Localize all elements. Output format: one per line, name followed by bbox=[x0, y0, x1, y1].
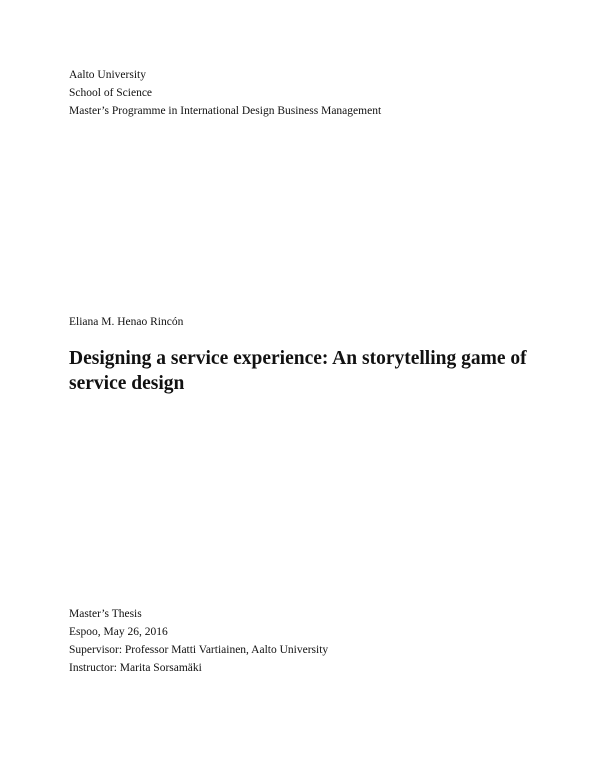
thesis-meta-block bbox=[69, 605, 328, 677]
thesis-title: Designing a service experience: An storytelling game of service design bbox=[69, 348, 527, 394]
supervisor-line: Supervisor: Professor Matti Vartiainen, Aalto University bbox=[69, 644, 329, 656]
author-name: Eliana M. Henao Rincón bbox=[69, 316, 184, 328]
university-name: Aalto University bbox=[69, 69, 146, 81]
instructor-line: Instructor: Marita Sorsamäki bbox=[69, 662, 202, 674]
institution-block bbox=[69, 66, 381, 120]
programme-name: Master’s Programme in International Design Business Management bbox=[69, 105, 382, 117]
school-name: School of Science bbox=[69, 87, 153, 99]
thesis-type: Master’s Thesis bbox=[69, 608, 142, 620]
place-date: Espoo, May 26, 2016 bbox=[69, 626, 168, 638]
